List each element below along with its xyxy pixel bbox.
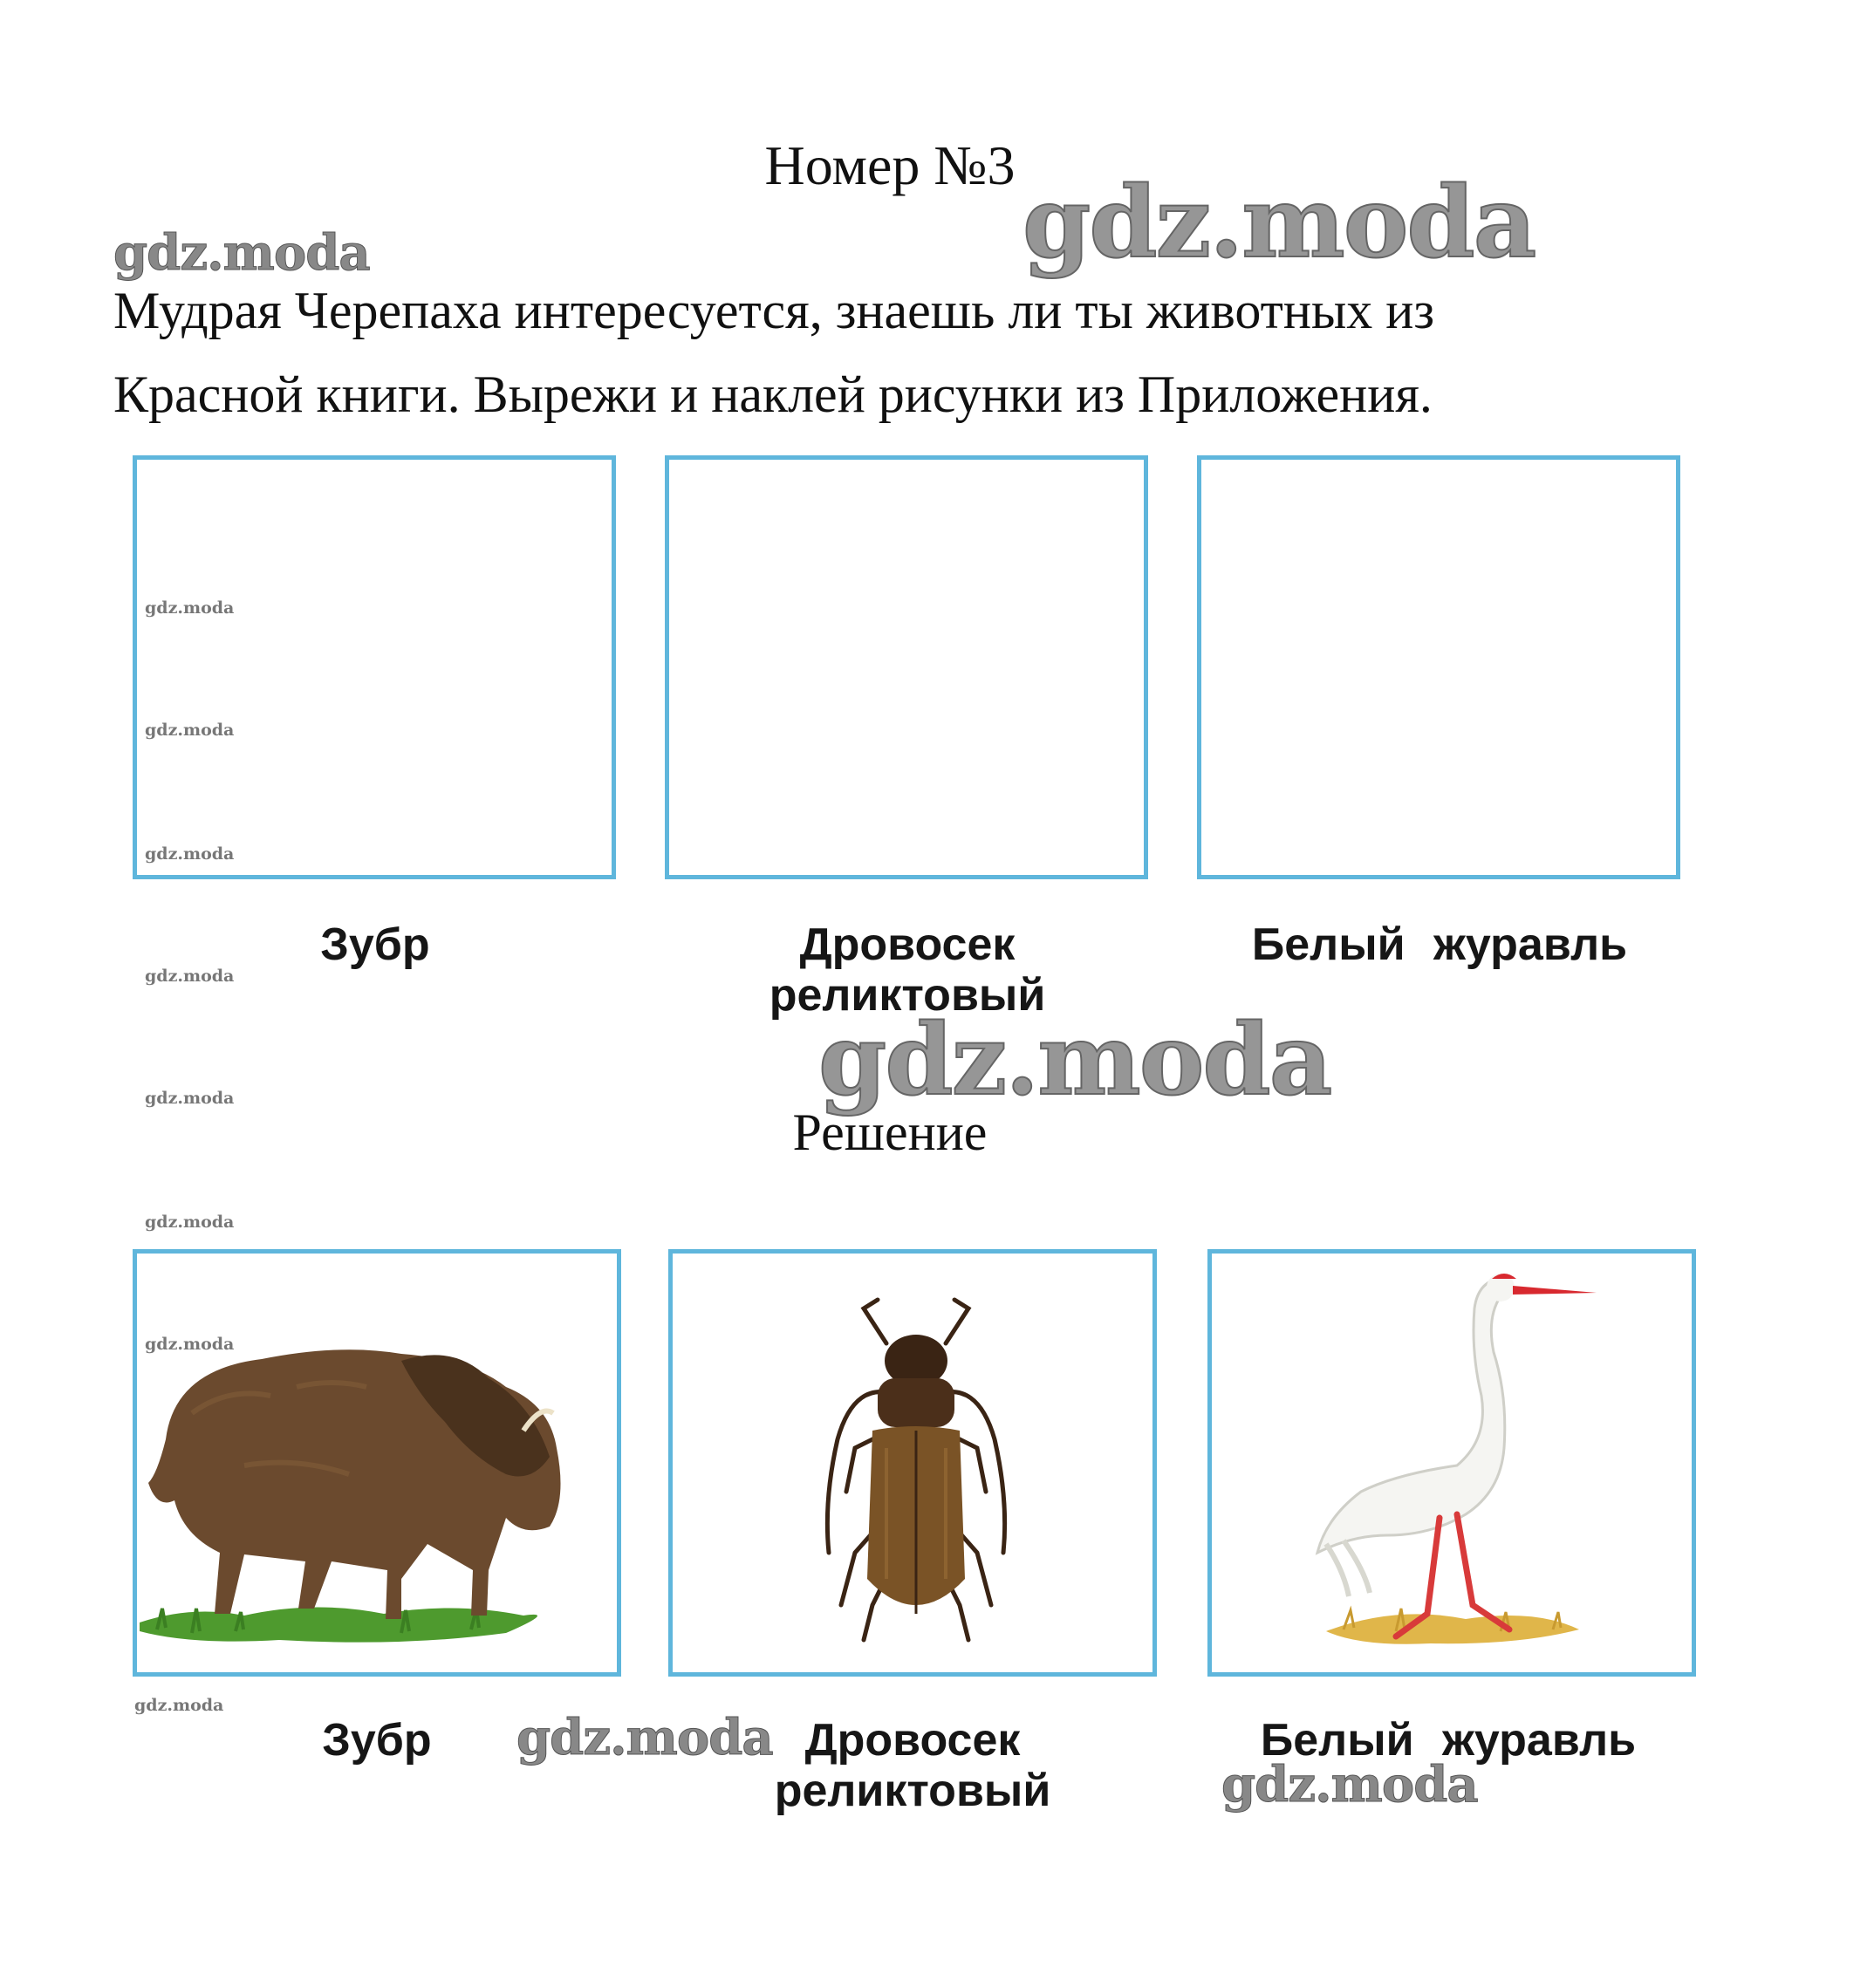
- watermark-bottom-1: gdz.moda: [516, 1709, 773, 1766]
- solution-label-bison: Зубр: [322, 1715, 432, 1766]
- watermark-small: gdz.moda: [145, 1213, 235, 1232]
- solution-label-crane: Белый журавль: [1260, 1715, 1637, 1766]
- crane-illustration: [1291, 1256, 1623, 1666]
- empty-box-crane[interactable]: [1197, 455, 1680, 879]
- watermark-small: gdz.moda: [145, 721, 235, 740]
- watermark-small: gdz.moda: [145, 598, 235, 618]
- empty-box-beetle[interactable]: [665, 455, 1148, 879]
- solution-heading: Решение: [792, 1103, 988, 1161]
- watermark-bottom-2: gdz.moda: [1221, 1756, 1478, 1814]
- label-bison: Зубр: [320, 919, 430, 970]
- watermark-middle: gdz.moda: [818, 1003, 1331, 1117]
- watermark-small: gdz.moda: [145, 844, 235, 864]
- task-line-2: Красной книги. Вырежи и наклей рисунки из Приложения.: [113, 365, 1433, 423]
- watermark-top: gdz.moda: [1022, 166, 1535, 280]
- bison-illustration: [140, 1308, 614, 1657]
- watermark-small: gdz.moda: [145, 1089, 235, 1108]
- solution-label-beetle-2: реликтовый: [774, 1766, 1051, 1816]
- solution-label-beetle-1: Дровосек: [804, 1715, 1021, 1766]
- watermark-small: gdz.moda: [134, 1696, 224, 1715]
- label-crane: Белый журавль: [1251, 919, 1628, 970]
- task-line-1: Мудрая Черепаха интересуется, знаешь ли ты животных из: [113, 282, 1435, 339]
- page-title: Номер №3: [764, 134, 1016, 196]
- watermark-top-left: gdz.moda: [113, 224, 370, 282]
- label-beetle-2: реликтовый: [769, 970, 1046, 1021]
- empty-box-bison[interactable]: [133, 455, 616, 879]
- task-text: [113, 269, 1754, 436]
- watermark-small: gdz.moda: [145, 967, 235, 986]
- beetle-illustration: [803, 1291, 1029, 1649]
- watermark-small: gdz.moda: [145, 1335, 235, 1354]
- label-beetle-1: Дровосек: [799, 919, 1016, 970]
